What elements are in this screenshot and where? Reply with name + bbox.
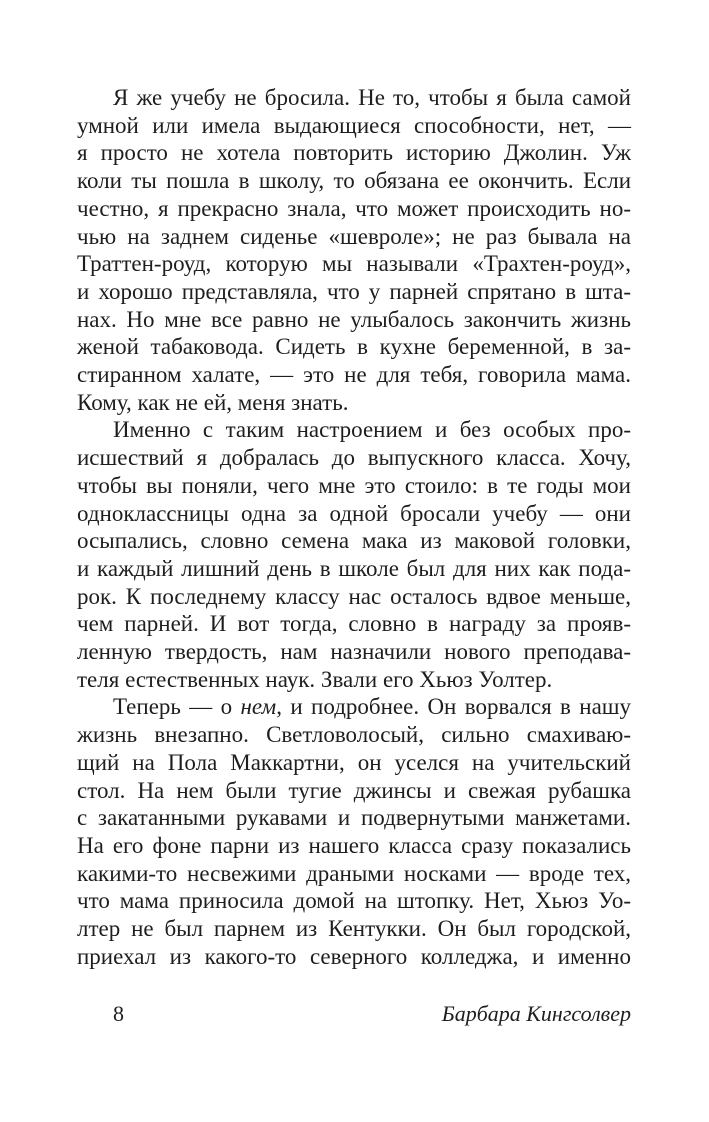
page-footer [77, 1000, 631, 1030]
text-segment: Теперь — о [113, 694, 241, 720]
text-line: стол. На нем были тугие джинсы и свежая рубашка [77, 777, 631, 803]
text-line: теля естественных наук. Звали его Хьюз Уолтер. [77, 666, 553, 692]
text-line: На его фоне парни из нашего класса сразу показались [77, 832, 631, 858]
text-line: с закатанными рукавами и подвернутыми манжетами. [77, 805, 631, 831]
text-line: ленную твердость, нам назначили нового преподава- [77, 639, 631, 665]
text-line: коли ты пошла в школу, то обязана ее окончить. Если [77, 168, 631, 194]
text-line: я просто не хотела повторить историю Джолин. Уж [77, 140, 631, 166]
text-line: Именно с таким настроением и без особых про- [113, 417, 631, 443]
text-line: Траттен-роуд, которую мы называли «Трахтен-роуд», [77, 251, 631, 277]
page-text [77, 84, 631, 971]
paragraph [77, 416, 631, 693]
text-line: чем парней. И вот тогда, словно в награду за прояв- [77, 611, 631, 637]
text-line [77, 693, 631, 721]
paragraph [77, 84, 631, 416]
text-line: щий на Пола Маккартни, он уселся на учительский [77, 749, 631, 775]
text-line: стиранном халате, — это не для тебя, говорила мама. [77, 362, 631, 388]
text-line: чью на заднем сиденье «шевроле»; не раз бывала на [77, 223, 631, 249]
text-line: женой табаковода. Сидеть в кухне беременной, в за- [77, 334, 631, 360]
text-line: честно, я прекрасно знала, что может происходить но- [77, 195, 631, 221]
text-line: умной или имела выдающиеся способности, нет, — [77, 112, 631, 138]
text-line: какими-то несвежими драными носками — вроде тех, [77, 860, 631, 886]
text-segment: , и подробнее. Он ворвался в нашу [276, 694, 632, 720]
text-line: Кому, как не ей, меня знать. [77, 389, 349, 415]
emphasized-text: нем [240, 694, 277, 720]
text-line: чтобы вы поняли, чего мне это стоило: в те годы мои [77, 472, 631, 498]
text-line: нах. Но мне все равно не улыбалось закончить жизнь [77, 306, 631, 332]
text-line: Я же учебу не бросила. Не то, чтобы я была самой [113, 85, 631, 110]
page-number: 8 [113, 1001, 124, 1026]
text-line: и каждый лишний день в школе был для них как пода- [77, 555, 631, 581]
text-line: жизнь внезапно. Светловолосый, сильно смахиваю- [77, 722, 631, 748]
text-line: осыпались, словно семена мака из маковой головки, [77, 528, 631, 554]
text-line: лтер не был парнем из Кентукки. Он был городской, [77, 916, 631, 942]
text-line: исшествий я добралась до выпускного класса. Хочу, [77, 445, 631, 471]
text-line: и хорошо представляла, что у парней спрятано в шта- [77, 278, 631, 304]
running-author: Барбара Кингсолвер [441, 1001, 631, 1026]
text-line: приехал из какого-то северного колледжа, и именно [77, 943, 631, 969]
text-line: одноклассницы одна за одной бросали учебу — они [77, 500, 631, 526]
text-line: рок. К последнему классу нас осталось вдвое меньше, [77, 583, 631, 609]
paragraph [77, 693, 631, 970]
text-line: что мама приносила домой на штопку. Нет, Хьюз Уо- [77, 888, 631, 914]
